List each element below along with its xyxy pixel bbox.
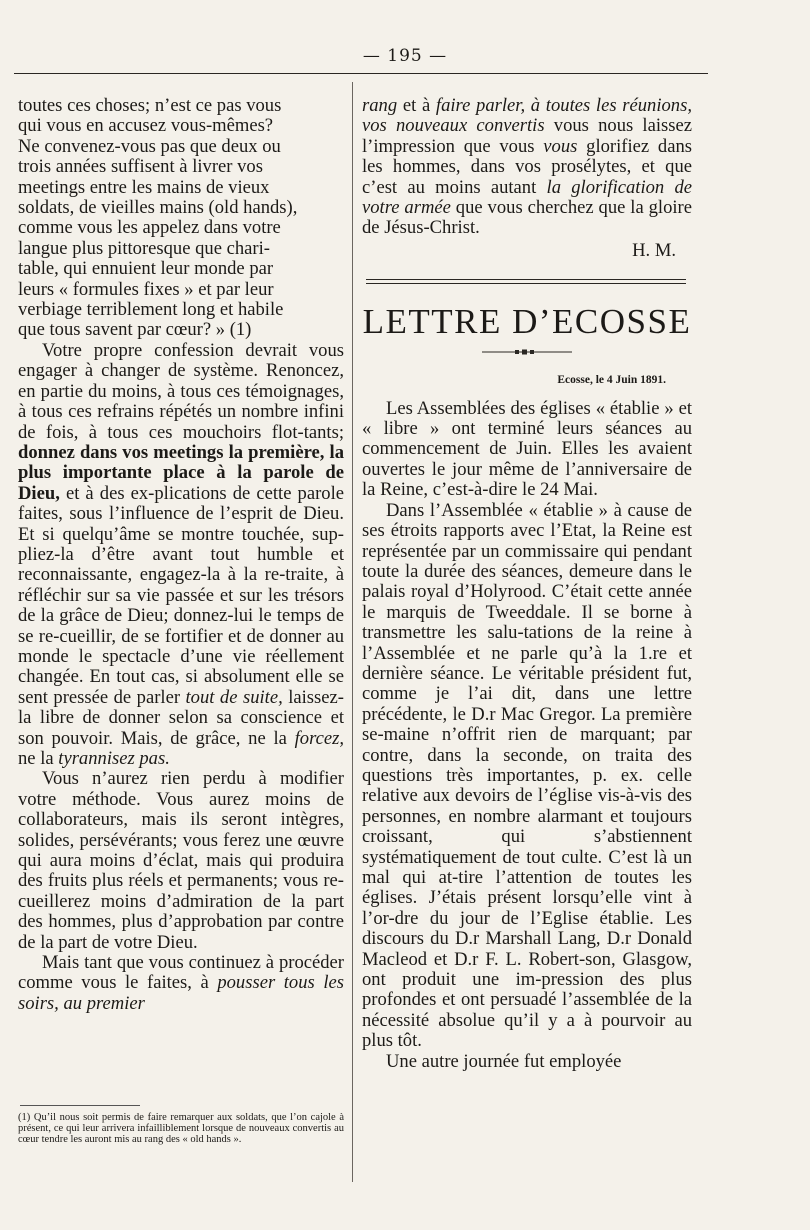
paragraph-continued <box>362 96 692 239</box>
paragraph-text: et à <box>402 95 431 116</box>
emphasis-bold: donnez dans vos meetings la première, la plus importante place à la parole de Dieu, <box>18 441 344 504</box>
emphasis-italic: forcez, <box>294 727 345 749</box>
paragraph-continued <box>18 96 344 341</box>
emphasis-italic: pousser tous les soirs, au premier <box>18 972 344 1014</box>
emphasis-italic: la glorification de votre armée <box>362 176 693 219</box>
text-line: Ne convenez-vous pas que deux ou <box>18 135 281 157</box>
emphasis-italic: tout de suite, <box>185 686 283 708</box>
paragraph-text: et à des ex-plications de cette parole faites, sous l’influence de l’esprit de Dieu. Et si quelqu’âme se montre touchée, sup-pliez-la d’être avant tout humble et reconnaissante, engagez-la à la re-traite, à réfléchir sur sa vie passée et sur les trésors de la grâce de Dieu; donnez-lui le temps de se re-cueillir, de se fortifier et de donner au monde le spectacle d’une vie réellement changée. En tout cas, si absolument elle se sent pressée de parler <box>18 482 345 708</box>
header-rule <box>14 73 708 74</box>
paragraph: Une autre journée fut employée <box>386 1050 622 1072</box>
left-column <box>18 96 344 1014</box>
text-line: meetings entre les mains de vieux <box>18 176 270 198</box>
emphasis-italic: tyrannisez pas. <box>58 748 170 769</box>
section-separator <box>366 279 686 284</box>
paragraph-text: Mais tant que vous continuez à procéder comme vous le faites, à <box>18 952 344 994</box>
paragraph-text: vous nous laissez l’impression que vous <box>362 115 692 157</box>
text-line: comme vous les appelez dans votre <box>18 217 281 239</box>
paragraph <box>18 953 344 1014</box>
paragraph-text: ne la <box>18 748 54 769</box>
paragraph-text: laissez-la libre de donner selon sa conscience et son pouvoir. Mais, de grâce, ne la <box>18 686 344 749</box>
footnote: (1) Qu’il nous soit permis de faire remarquer aux soldats, que l’on cajole à présent, ce qui leur arrivera infailliblement lorsque de nouveaux convertis au cœur tendre les auront mis au rang des « old hands ». <box>18 1112 344 1146</box>
text-line: trois années suffisent à livrer vos <box>18 156 263 178</box>
footnote-rule <box>20 1105 140 1106</box>
paragraph: Dans l’Assemblée « établie » à cause de ses étroits rapports avec l’Etat, la Reine est représentée par un commissaire qui pendant toute la durée des séances, demeure dans le palais royal d’Holyrood. C’était cette année le marquis de Tweeddale. Il se borne à transmettre les salu-tations de la reine à l’Assemblée et ne parle qu’à la 1.re et dernière séance. Le véritable président fut, comme je l’ai dit, dans une lettre précédente, le D.r Mac Gregor. La première se-maine n’offrit rien de marquant; par contre, dans la seconde, on traita des questions très importantes, p. ex. celle relative aux devoirs de l’église vis-à-vis des personnes, en nombre alarmant et toujours croissant, qui s’abstiennent systématiquement de tout culte. C’est là un mal qui at-tire l’attention de toutes les églises. J’étais présent lorsqu’elle vint à l’or-dre du jour de l’Eglise établie. Les discours du D.r Marshall Lang, D.r Donald Macleod et D.r F. L. Robert-son, Glasgow, ont produit une im-pression des plus profondes et ont persuadé l’assemblée de la nécessité absolue qu’il y a à pourvoir au plus tôt. <box>362 499 692 1052</box>
paragraph: Vous n’aurez rien perdu à modifier votre méthode. Vous aurez moins de collaborateurs, mais ils seront intègres, solides, persévérants; vous ferez une œuvre qui aura moins d’éclat, mais qui produira des fruits plus réels et permanents; vous re-cueillerez moins d’admiration de la part des hommes, plus d’approbation par contre de la part de votre Dieu. <box>18 768 344 953</box>
paragraph-text: glorifiez dans les hommes, dans vos prosélytes, et que c’est au moins autant <box>362 135 692 198</box>
text-line: langue plus pittoresque que chari- <box>18 237 270 259</box>
text-line: leurs « formules fixes » et par leur <box>18 278 274 300</box>
right-column <box>362 96 692 1072</box>
page-number: — 195 — <box>362 46 448 66</box>
text-line: toutes ces choses; n’est ce pas vous <box>18 95 282 116</box>
text-line: table, qui ennuient leur monde par <box>18 258 274 280</box>
text-line: soldats, de vieilles mains (old hands), <box>18 197 298 219</box>
emphasis-italic: rang <box>362 95 398 116</box>
emphasis-italic: vous <box>543 135 578 157</box>
dateline: Ecosse, le 4 Juin 1891. <box>557 374 666 387</box>
author-signature: H. M. <box>632 239 676 261</box>
paragraph-text: Votre propre confession devrait vous engager à changer de système. Renoncez, en partie du moins, à tous ces témoignages, à tous ces refrains répétés un nombre infini de fois, à tous ces mouchoirs flot-tants; <box>18 339 344 443</box>
text-line: verbiage terriblement long et habile <box>18 299 284 321</box>
emphasis-italic: faire parler, à toutes les réunions, vos nouveaux convertis <box>362 95 692 137</box>
paragraph <box>18 341 344 770</box>
text-line: qui vous en accusez vous-mêmes? <box>18 115 274 137</box>
paragraph: Les Assemblées des églises « établie » et « libre » ont terminé leurs séances au commencement de Juin. Elles les avaient ouvertes le jour même de l’anniversaire de la Reine, c’est-à-dire le 24 Mai. <box>362 397 692 501</box>
ornament-rule-icon <box>482 348 572 356</box>
paragraph-text: que vous cherchez que la gloire de Jésus-Christ. <box>362 197 692 239</box>
section-title: LETTRE D’ECOSSE <box>362 302 692 342</box>
text-line: que tous savent par cœur? » (1) <box>18 319 252 341</box>
column-divider <box>352 82 353 1182</box>
